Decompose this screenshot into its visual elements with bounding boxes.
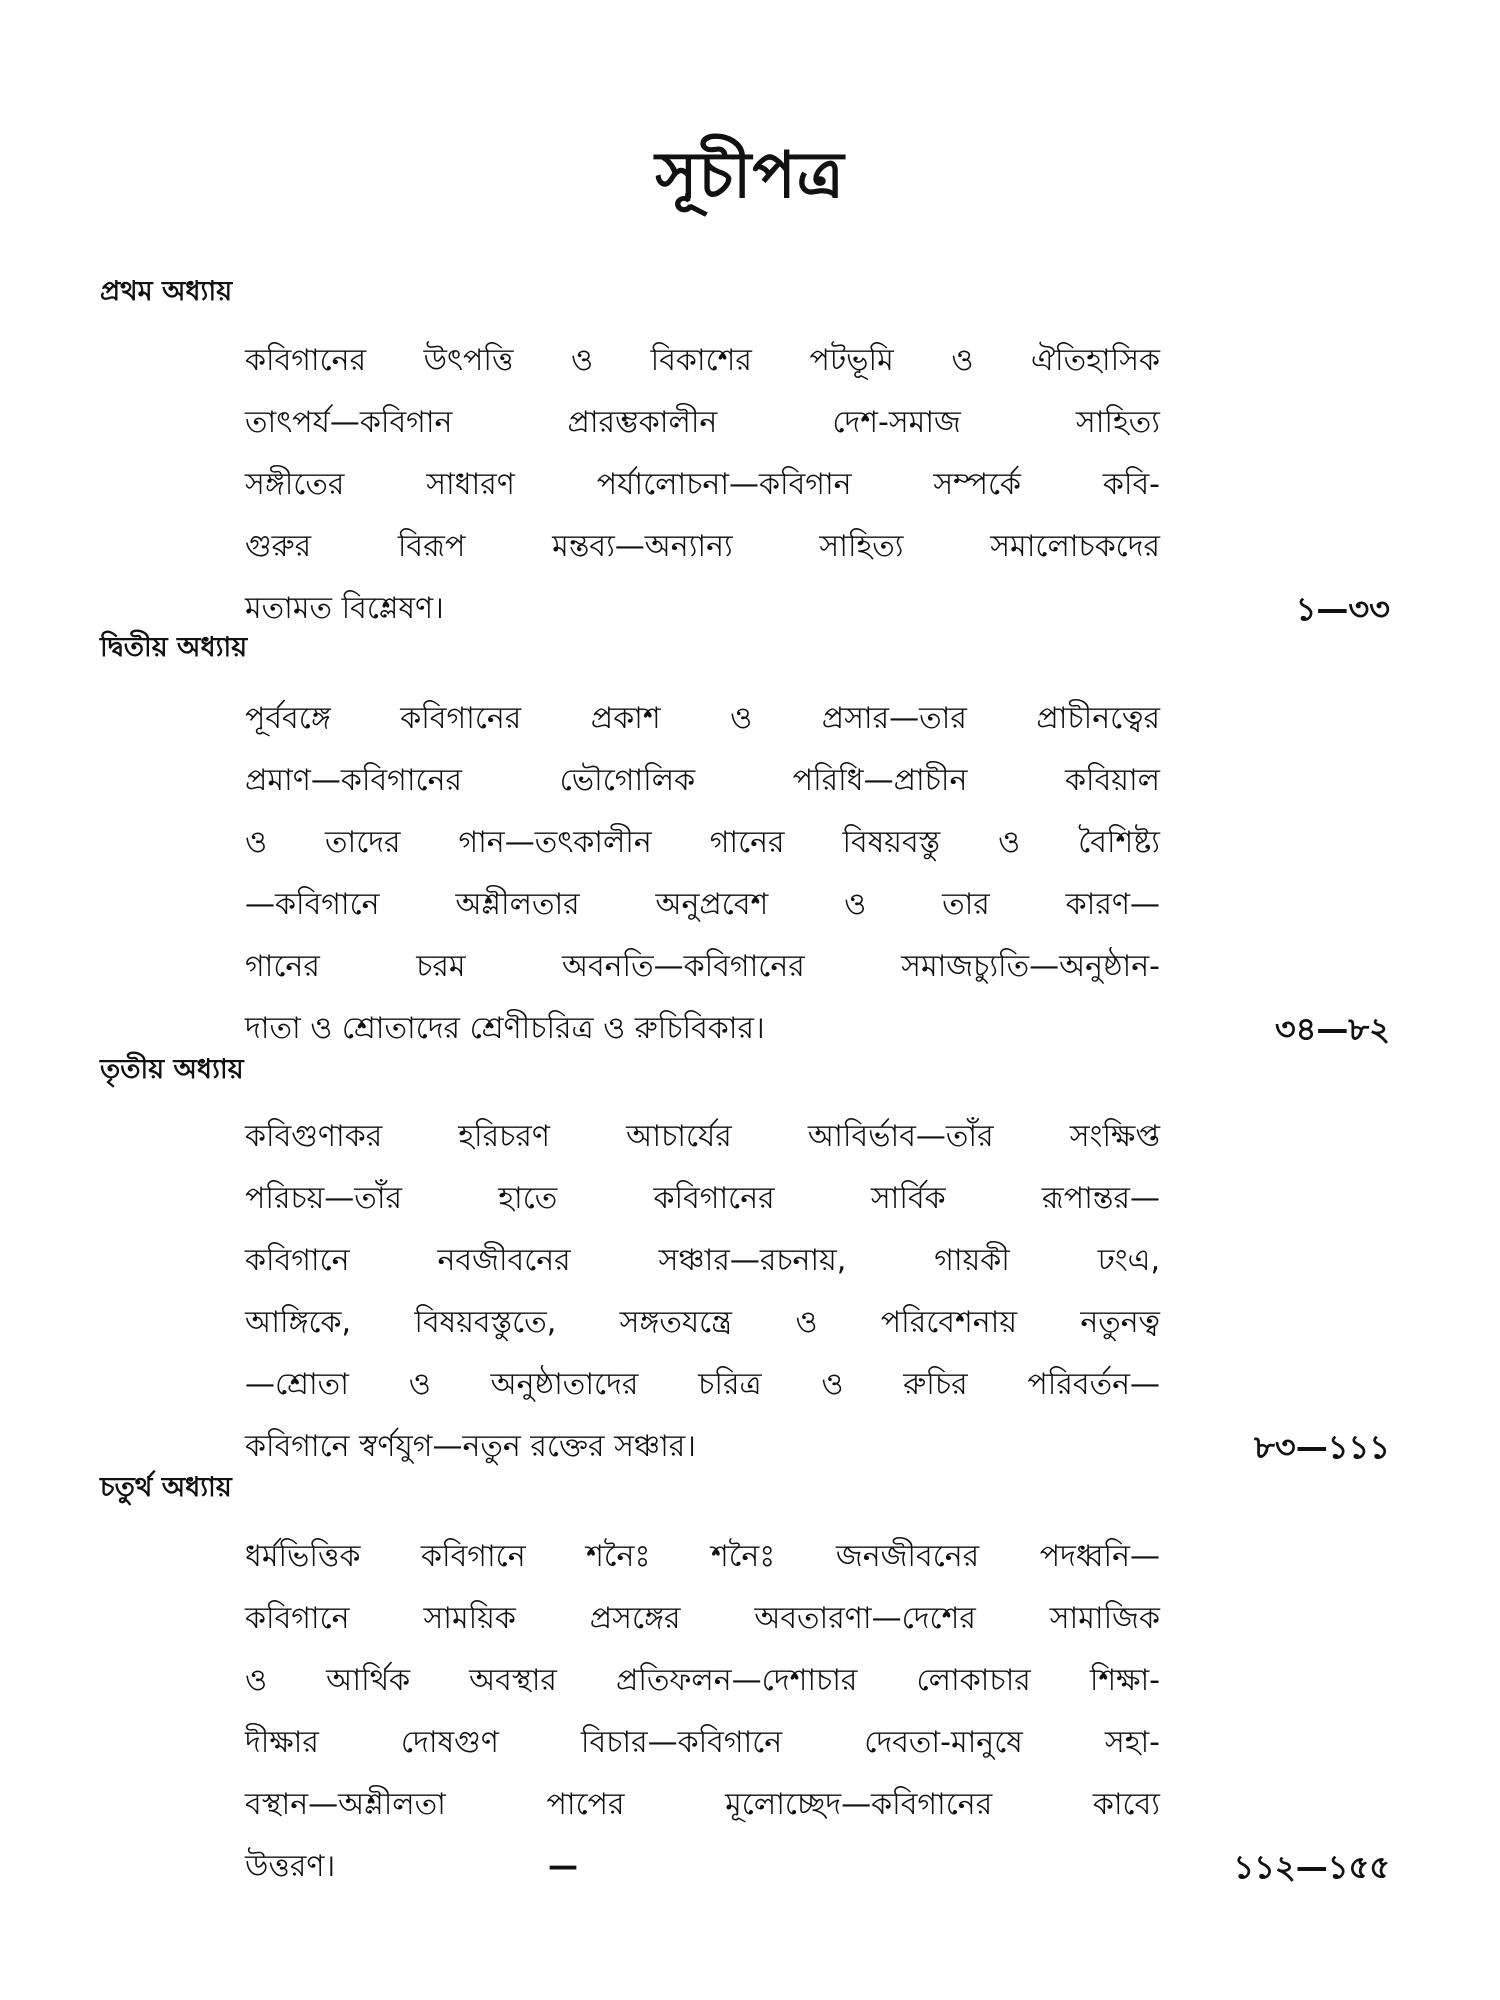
chapter-4-line: ও আর্থিক অবস্থার প্রতিফলন—দেশাচার লোকাচার শিক্ষা- xyxy=(245,1663,1160,1698)
chapter-1-page-range: ১—৩৩ xyxy=(1295,590,1390,628)
chapter-1-line: মতামত বিশ্লেষণ। xyxy=(245,591,444,626)
chapter-1-line: কবিগানের উৎপত্তি ও বিকাশের পটভূমি ও ঐতিহাসিক xyxy=(245,343,1160,378)
chapter-2-page-range: ৩৪—৮২ xyxy=(1274,1010,1390,1048)
chapter-3-heading: তৃতীয় অধ্যায় xyxy=(100,1054,244,1085)
chapter-2-line: প্রমাণ—কবিগানের ভৌগোলিক পরিধি—প্রাচীন কবিয়াল xyxy=(245,763,1160,798)
chapter-4-page-range: ১১২—১৫৫ xyxy=(1233,1848,1390,1886)
leader-dash: — xyxy=(548,1849,578,1884)
chapter-4-heading: চতুর্থ অধ্যায় xyxy=(100,1472,232,1503)
chapter-2-line: গানের চরম অবনতি—কবিগানের সমাজচ্যুতি—অনুষ্ঠান- xyxy=(245,949,1160,984)
chapter-2-line: পূর্ববঙ্গে কবিগানের প্রকাশ ও প্রসার—তার প্রাচীনত্বের xyxy=(245,701,1160,736)
chapter-3-line: কবিগানে নবজীবনের সঞ্চার—রচনায়, গায়কী ঢংএ, xyxy=(245,1243,1160,1278)
chapter-3-line: —শ্রোতা ও অনুষ্ঠাতাদের চরিত্র ও রুচির পরিবর্তন— xyxy=(245,1367,1160,1402)
chapter-1-line: সঙ্গীতের সাধারণ পর্যালোচনা—কবিগান সম্পর্কে কবি- xyxy=(245,467,1160,502)
chapter-1-summary xyxy=(245,330,1160,640)
chapter-4-line: ধর্মভিত্তিক কবিগানে শনৈঃ শনৈঃ জনজীবনের পদধ্বনি— xyxy=(245,1539,1160,1574)
chapter-4-line: উত্তরণ। xyxy=(245,1849,336,1884)
chapter-4-line: বস্থান—অশ্লীলতা পাপের মূলোচ্ছেদ—কবিগানের কাব্যে xyxy=(245,1787,1160,1822)
chapter-4-line: দীক্ষার দোষগুণ বিচার—কবিগানে দেবতা-মানুষে সহা- xyxy=(245,1725,1160,1760)
chapter-2-heading: দ্বিতীয় অধ্যায় xyxy=(100,632,248,663)
chapter-4-summary xyxy=(245,1526,1160,1898)
chapter-3-summary xyxy=(245,1106,1160,1478)
chapter-1-line: গুরুর বিরূপ মন্তব্য—অন্যান্য সাহিত্য সমালোচকদের xyxy=(245,529,1160,564)
chapter-2-line: দাতা ও শ্রোতাদের শ্রেণীচরিত্র ও রুচিবিকার। xyxy=(245,1011,765,1046)
chapter-4-line: কবিগানে সাময়িক প্রসঙ্গের অবতারণা—দেশের সামাজিক xyxy=(245,1601,1160,1636)
chapter-2-summary xyxy=(245,688,1160,1060)
chapter-1-heading: প্রথম অধ্যায় xyxy=(100,276,233,307)
chapter-2-line: —কবিগানে অশ্লীলতার অনুপ্রবেশ ও তার কারণ— xyxy=(245,887,1160,922)
chapter-3-line: পরিচয়—তাঁর হাতে কবিগানের সার্বিক রূপান্তর— xyxy=(245,1181,1160,1216)
chapter-3-line: কবিগানে স্বর্ণযুগ—নতুন রক্তের সঞ্চার। xyxy=(245,1429,697,1464)
chapter-3-line: আঙ্গিকে, বিষয়বস্তুতে, সঙ্গতযন্ত্রে ও পরিবেশনায় নতুনত্ব xyxy=(245,1305,1160,1340)
page-title: সূচীপত্র xyxy=(655,139,845,213)
chapter-3-page-range: ৮৩—১১১ xyxy=(1254,1428,1390,1466)
chapter-1-line: তাৎপর্য—কবিগান প্রারম্ভকালীন দেশ-সমাজ সাহিত্য xyxy=(245,405,1160,440)
chapter-3-line: কবিগুণাকর হরিচরণ আচার্যের আবির্ভাব—তাঁর সংক্ষিপ্ত xyxy=(245,1119,1160,1154)
chapter-2-line: ও তাদের গান—তৎকালীন গানের বিষয়বস্তু ও বৈশিষ্ট্য xyxy=(245,825,1160,860)
